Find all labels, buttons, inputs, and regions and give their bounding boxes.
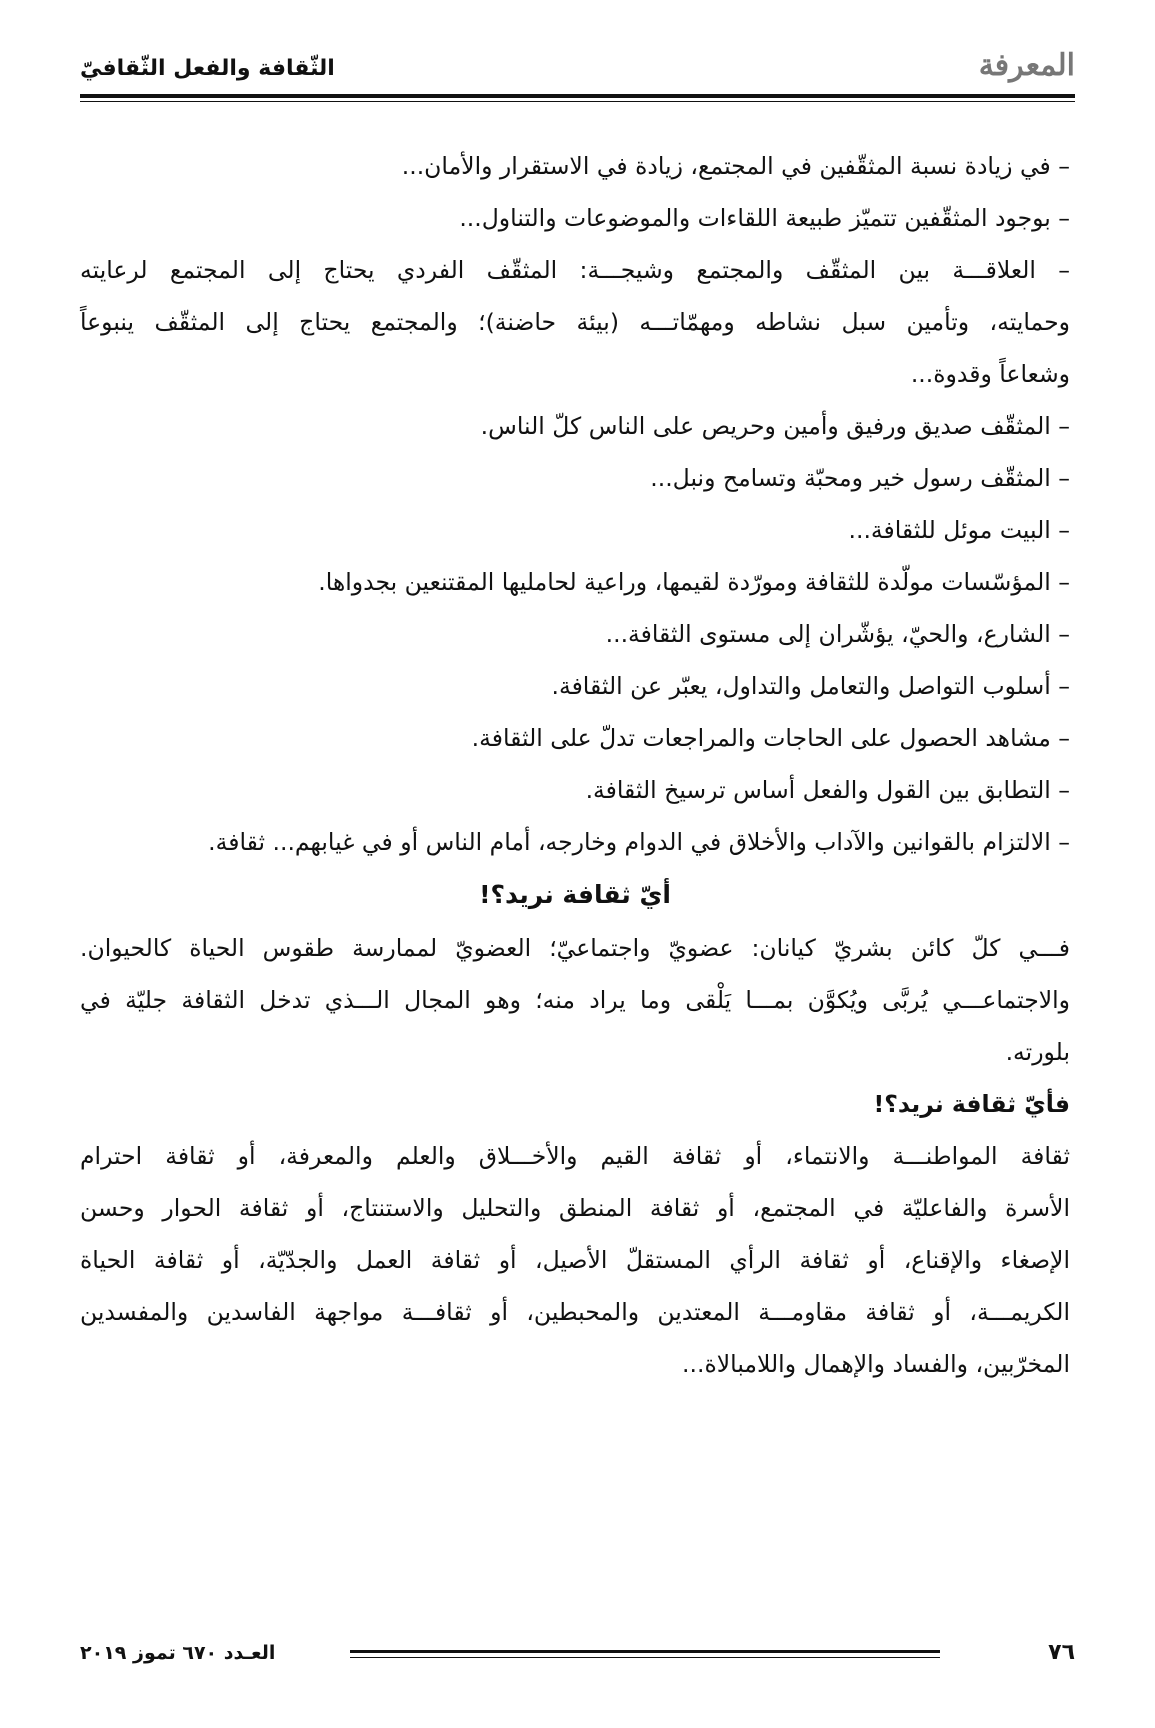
paragraph-line: – العلاقـــة بين المثقّف والمجتمع وشيجـــة: المثقّف الفردي يحتاج إلى المجتمع لرعايته: [80, 256, 1070, 284]
bullet-item: – المثقّف صديق ورفيق وأمين وحريص على الناس كلّ الناس.: [480, 412, 1070, 440]
paragraph-line: المخرّبين، والفساد والإهمال واللامبالاة...: [682, 1350, 1070, 1378]
paragraph-line: الأسرة والفاعليّة في المجتمع، أو ثقافة المنطق والتحليل والاستنتاج، أو ثقافة الحوار وحسن: [80, 1194, 1070, 1222]
section-heading: أيّ ثقافة نريد؟!: [479, 880, 671, 909]
bullet-item: – التطابق بين القول والفعل أساس ترسيخ الثقافة.: [585, 776, 1070, 804]
paragraph-line: ثقافة المواطنـــة والانتماء، أو ثقافة القيم والأخـــلاق والعلم والمعرفة، أو ثقافة احترام: [80, 1142, 1070, 1170]
paragraph-line: بلورته.: [1005, 1038, 1070, 1066]
paragraph-line: وشعاعاً وقدوة...: [910, 360, 1070, 388]
bullet-item: – المثقّف رسول خير ومحبّة وتسامح ونبل...: [650, 464, 1070, 492]
article-body: [80, 140, 1070, 1390]
bullet-item: – مشاهد الحصول على الحاجات والمراجعات تدلّ على الثقافة.: [471, 724, 1070, 752]
paragraph-line: والاجتماعـــي يُربَّى ويُكوَّن بمـــا يَلْقى وما يراد منه؛ وهو المجال الـــذي تدخل الثقافة جليّة في: [80, 986, 1070, 1014]
being-paragraph: [80, 922, 1070, 1078]
culture-paragraph: [80, 1130, 1070, 1390]
header-rule: [80, 94, 1075, 98]
footer-rule: [350, 1650, 940, 1653]
relation-paragraph: [80, 244, 1070, 400]
paragraph-line: وحمايته، وتأمين سبل نشاطه ومهمّاتـــه (بيئة حاضنة)؛ والمجتمع يحتاج إلى المثقّف ينبوعاً: [80, 308, 1070, 336]
page-header: [80, 48, 1075, 90]
subheading: فأيّ ثقافة نريد؟!: [873, 1090, 1070, 1118]
bullet-item: – الالتزام بالقوانين والآداب والأخلاق في الدوام وخارجه، أمام الناس أو في غيابهم... ثقافة.: [208, 828, 1070, 856]
issue-info: العـدد ٦٧٠ تموز ٢٠١٩: [80, 1642, 276, 1664]
header-rule-thin: [80, 101, 1075, 102]
paragraph-line: الكريمـــة، أو ثقافة مقاومـــة المعتدين والمحبطين، أو ثقافـــة مواجهة الفاسدين والمفسدين: [80, 1298, 1070, 1326]
magazine-logo: المعرفة: [978, 48, 1075, 83]
bullet-item: – المؤسّسات مولّدة للثقافة ومورّدة لقيمها، وراعية لحامليها المقتنعين بجدواها.: [318, 568, 1070, 596]
running-title: الثّقافة والفعل الثّقافيّ: [80, 56, 335, 81]
footer-rule-thin: [350, 1657, 940, 1658]
paragraph-line: فـــي كلّ كائن بشريّ كيانان: عضويّ واجتماعيّ؛ العضويّ لممارسة طقوس الحياة كالحيوان.: [80, 934, 1070, 962]
bullet-item: – بوجود المثقّفين تتميّز طبيعة اللقاءات والموضوعات والتناول...: [459, 204, 1070, 232]
bullet-item: – أسلوب التواصل والتعامل والتداول، يعبّر عن الثقافة.: [551, 672, 1070, 700]
bullet-item: – البيت موئل للثقافة...: [848, 516, 1070, 544]
page-footer: [80, 1640, 1075, 1670]
bullet-item: – الشارع، والحيّ، يؤشّران إلى مستوى الثقافة...: [605, 620, 1070, 648]
page-number: ٧٦: [1048, 1640, 1075, 1665]
bullet-item: – في زيادة نسبة المثقّفين في المجتمع، زيادة في الاستقرار والأمان...: [401, 152, 1070, 180]
paragraph-line: الإصغاء والإقناع، أو ثقافة الرأي المستقلّ الأصيل، أو ثقافة العمل والجدّيّة، أو ثقافة الحياة: [80, 1246, 1070, 1274]
